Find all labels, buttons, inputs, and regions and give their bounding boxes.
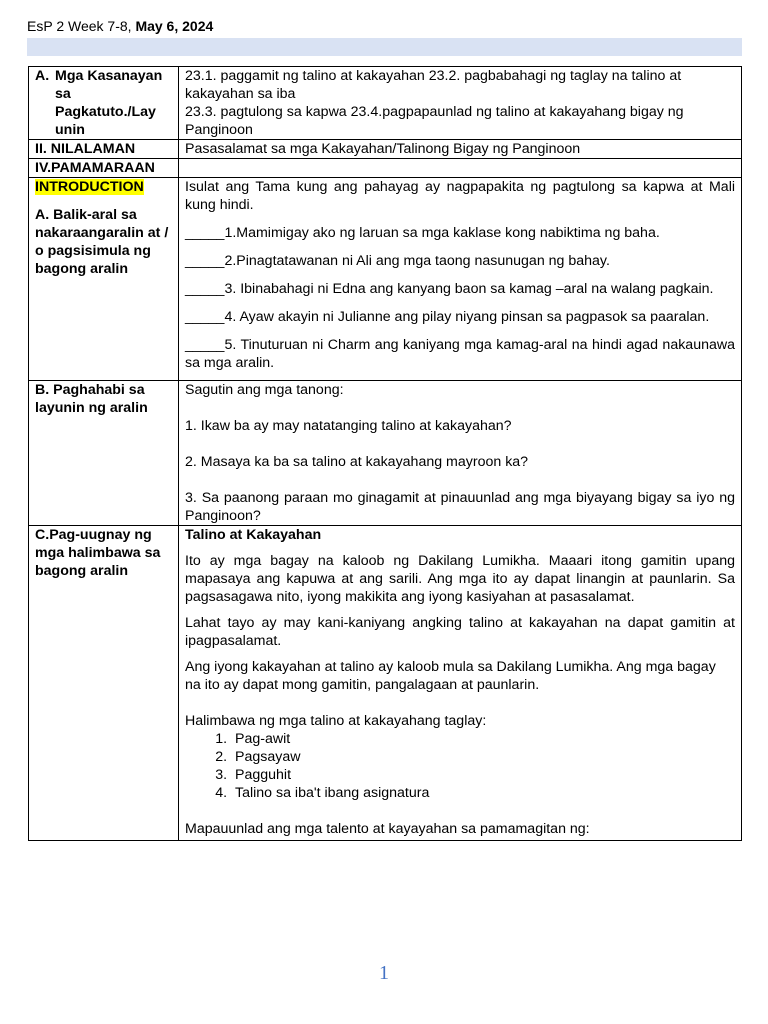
question-1: 1. Ikaw ba ay may natatanging talino at kakayahan?	[185, 418, 512, 434]
content-cell	[179, 381, 742, 526]
label-cell: C.Pag-uugnay ng mga halimbawa sa bagong aralin	[29, 526, 179, 841]
row-nilalaman	[29, 140, 742, 159]
content-cell	[179, 159, 742, 178]
objectives-line-2: 23.3. pagtulong sa kapwa 23.4.pagpapaunlad ng talino at kakayahang bigay ng Panginoon	[185, 104, 684, 138]
list-item: _____5. Tinuturuan ni Charm ang kaniyang mga kamag-aral na hindi agad nakaunawa sa mga aralin.	[185, 337, 735, 371]
closing-line: Mapauunlad ang mga talento at kayayahan sa pamamagitan ng:	[185, 821, 590, 837]
content-cell	[179, 178, 742, 381]
list-item: _____2.Pinagtatawanan ni Ali ang mga taong nasunugan ng bahay.	[185, 253, 610, 269]
header-band	[27, 38, 742, 56]
paragraph: Lahat tayo ay may kani-kaniyang angking talino at kakayahan na dapat gamitin at ipagpasalamat.	[185, 615, 735, 649]
page-number: 1	[379, 962, 389, 984]
row-pag-uugnay	[29, 526, 742, 841]
question-2: 2. Masaya ka ba sa talino at kakayahang mayroon ka?	[185, 454, 529, 470]
label-cell	[29, 67, 179, 140]
instruction: Isulat ang Tama kung ang pahayag ay nagpapakita ng pagtulong sa kapwa at Mali kung hindi.	[185, 179, 735, 213]
paragraph: Ang iyong kakayahan at talino ay kaloob mula sa Dakilang Lumikha. Ang mga bagay na ito ay dapat mong gamitin, pangalagaan at paunlarin.	[185, 659, 716, 693]
talent-list	[185, 730, 735, 802]
row-introduction	[29, 178, 742, 381]
list-item: 4. Talino sa iba't ibang asignatura	[231, 784, 735, 802]
content-cell	[179, 526, 742, 841]
row-paghahabi	[29, 381, 742, 526]
paragraph: Ito ay mga bagay na kaloob ng Dakilang Lumikha. Maaari itong gamitin upang mapasaya ang kapuwa at ang sarili. Ang mga ito ay dapat linangin at paunlarin. Sa pagsasagawa nito, iyong makikita ang iyong kasiyahan at pasasalamat.	[185, 553, 735, 605]
list-item: 3. Pagguhit	[231, 766, 735, 784]
label-cell: IV.PAMAMARAAN	[29, 159, 179, 178]
label-cell: B. Paghahabi sa layunin ng aralin	[29, 381, 179, 526]
header-date: May 6, 2024	[135, 18, 214, 34]
header-prefix: EsP 2 Week 7-8,	[27, 18, 136, 34]
label-text: A. Balik-aral sa nakaraangaralin at / o pagsisimula ng bagong aralin	[35, 207, 169, 277]
label-number: A.	[35, 68, 50, 84]
row-objectives	[29, 67, 742, 140]
list-item: _____3. Ibinabahagi ni Edna ang kanyang baon sa kamag –aral na walang pagkain.	[185, 281, 714, 297]
list-item: _____1.Mamimigay ako ng laruan sa mga kaklase kong nabiktima ng baha.	[185, 225, 660, 241]
question-3: 3. Sa paanong paraan mo ginagamit at pinauunlad ang mga biyayang bigay sa iyo ng Panginoon?	[185, 490, 735, 524]
list-item: 1. Pag-awit	[231, 730, 735, 748]
list-intro: Halimbawa ng mga talino at kakayahang taglay:	[185, 713, 487, 729]
lesson-plan-table	[28, 66, 742, 841]
label-text: Mga Kasanayan sa Pagkatuto./Lay unin	[55, 68, 163, 138]
introduction-highlight: INTRODUCTION	[35, 179, 144, 195]
questions-intro: Sagutin ang mga tanong:	[185, 382, 344, 398]
list-item: _____4. Ayaw akayin ni Julianne ang pilay niyang pinsan sa pagpasok sa paaralan.	[185, 309, 710, 325]
content-cell	[179, 67, 742, 140]
section-title: Talino at Kakayahan	[185, 527, 322, 543]
list-item: 2. Pagsayaw	[231, 748, 735, 766]
content-cell: Pasasalamat sa mga Kakayahan/Talinong Bigay ng Panginoon	[179, 140, 742, 159]
objectives-line-1: 23.1. paggamit ng talino at kakayahan 23.2. pagbabahagi ng taglay na talino at kakayahan sa iba	[185, 68, 682, 102]
row-pamamaraan	[29, 159, 742, 178]
label-cell: II. NILALAMAN	[29, 140, 179, 159]
label-cell	[29, 178, 179, 381]
document-header	[27, 18, 213, 34]
